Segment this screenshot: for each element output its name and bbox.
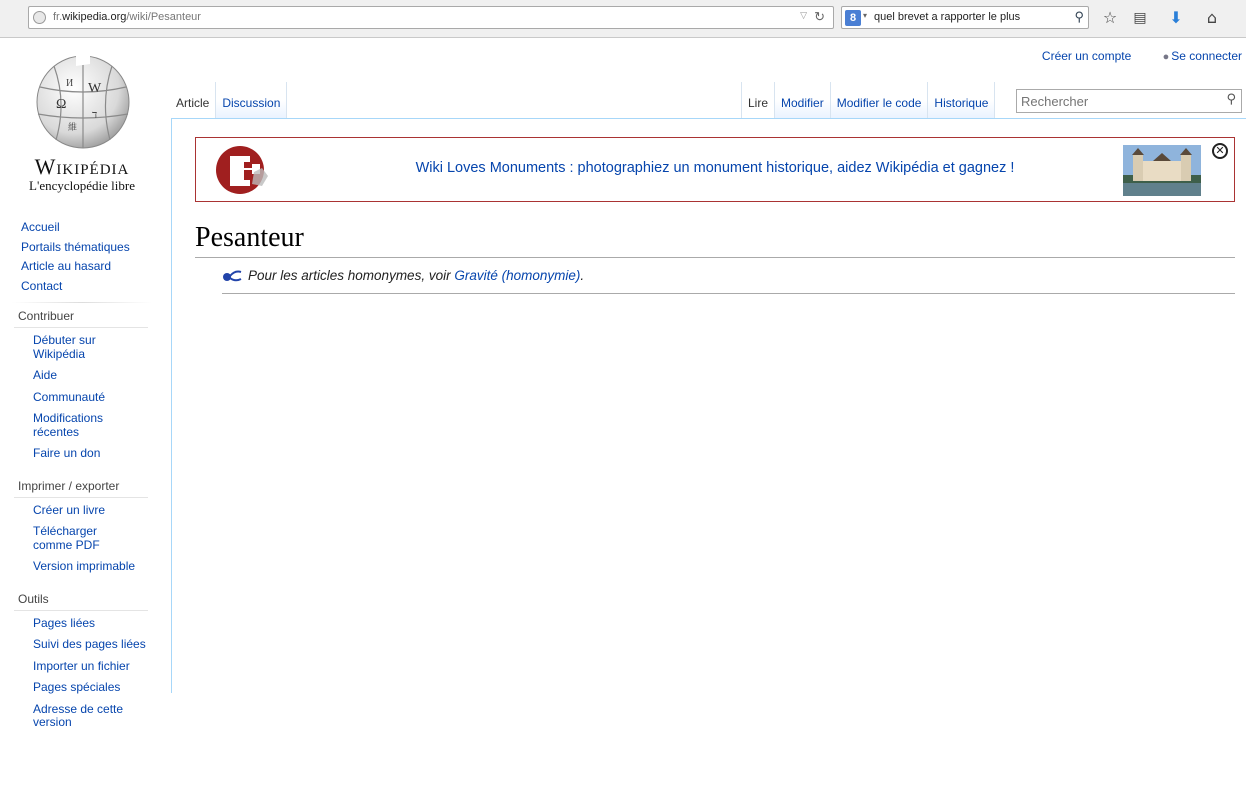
hatnote — [222, 268, 584, 283]
svg-text:И: И — [66, 78, 74, 89]
sidebar-item-portails[interactable]: Portails thématiques — [21, 239, 130, 254]
hatnote-link[interactable]: Gravité (homonymie) — [454, 268, 581, 283]
search-engine-dropdown-icon[interactable]: ▾ — [863, 11, 868, 20]
sidebar-item-pages-liees[interactable]: Pages liées — [33, 615, 96, 630]
banner-link[interactable]: Wiki Loves Monuments : photographiez un monument historique, aidez Wikipédia et gagnez ! — [415, 160, 1015, 176]
wikipedia-tagline: L'encyclopédie libre — [29, 178, 135, 193]
globe-icon — [33, 11, 46, 24]
sidebar-heading: Imprimer / exporter — [18, 478, 120, 493]
sidebar-heading: Outils — [18, 591, 49, 606]
sidebar-item-adresse[interactable]: Adresse de cette version — [33, 701, 124, 729]
bookmark-star-icon[interactable]: ☆ — [1102, 8, 1118, 27]
tab-discussion[interactable]: Discussion — [216, 82, 287, 118]
download-icon[interactable]: ⬇ — [1169, 8, 1183, 27]
sidebar-item-modifications[interactable]: Modifications récentes — [33, 411, 104, 439]
svg-text:W: W — [88, 81, 102, 96]
browser-search-bar[interactable] — [841, 6, 1089, 29]
wiki-search-input[interactable] — [1017, 90, 1217, 112]
login-link[interactable]: Se connecter — [1171, 49, 1242, 63]
main-content — [171, 118, 1246, 693]
search-icon[interactable]: ⚲ — [1074, 9, 1084, 24]
sidebar-item-livre[interactable]: Créer un livre — [33, 502, 106, 517]
castle-photo[interactable] — [1123, 145, 1201, 196]
sidebar-section-contribuer[interactable] — [14, 303, 148, 328]
create-account-link[interactable]: Créer un compte — [1041, 49, 1132, 63]
browser-search-text[interactable]: quel brevet a rapporter le plus — [874, 11, 1021, 23]
svg-text:Ω: Ω — [56, 97, 67, 112]
hatnote-text: Pour les articles homonymes, voir — [248, 268, 455, 283]
sidebar-item-pdf[interactable]: Télécharger comme PDF — [33, 524, 100, 552]
home-icon[interactable]: ⌂ — [1206, 8, 1218, 27]
divider — [222, 293, 1235, 294]
reload-icon[interactable]: ↻ — [814, 9, 825, 24]
browser-toolbar — [0, 0, 1246, 38]
wikipedia-logo[interactable] — [0, 44, 170, 204]
tab-lire[interactable]: Lire — [741, 82, 775, 118]
wiki-search-box — [1016, 89, 1242, 113]
svg-text:ד: ד — [92, 109, 98, 121]
address-bar[interactable] — [28, 6, 834, 29]
sidebar-item-accueil[interactable]: Accueil — [21, 220, 60, 234]
sidebar-item-speciales[interactable]: Pages spéciales — [33, 680, 121, 694]
view-tabs — [741, 82, 995, 118]
sidebar-item-debuter[interactable]: Débuter sur Wikipédia — [33, 333, 96, 361]
namespace-tabs — [170, 82, 287, 118]
sidebar-item-hasard[interactable]: Article au hasard — [21, 259, 112, 273]
site-notice-banner — [195, 137, 1235, 202]
user-icon: ● — [1162, 51, 1170, 63]
sidebar-item-imprimable[interactable]: Version imprimable — [33, 559, 136, 573]
search-icon[interactable]: ⚲ — [1226, 92, 1236, 107]
sidebar-item-aide[interactable]: Aide — [33, 368, 58, 382]
sidebar-heading: Contribuer — [18, 309, 75, 323]
close-icon[interactable]: ✕ — [1212, 143, 1228, 159]
sidebar-item-contact[interactable]: Contact — [21, 278, 63, 293]
hatnote-suffix: . — [580, 268, 585, 283]
wikipedia-wordmark: Wikipédia — [34, 154, 130, 179]
sidebar-item-communaute[interactable]: Communauté — [33, 389, 106, 404]
tab-article[interactable]: Article — [170, 82, 216, 118]
personal-tools — [1042, 49, 1242, 63]
google-icon[interactable]: 8 — [845, 10, 861, 26]
url-dropdown-icon[interactable]: ▽ — [800, 10, 807, 20]
bookmarks-list-icon[interactable]: ▤ — [1133, 10, 1147, 26]
puzzle-globe-icon — [32, 52, 134, 152]
svg-text:維: 維 — [68, 122, 78, 132]
sidebar — [0, 218, 170, 732]
sidebar-section-outils[interactable] — [14, 586, 148, 611]
tab-historique[interactable]: Historique — [928, 82, 995, 118]
sidebar-item-suivi[interactable]: Suivi des pages liées — [33, 637, 146, 651]
page-title: Pesanteur — [195, 221, 1235, 258]
tab-modifier[interactable]: Modifier — [775, 82, 831, 118]
sidebar-section-imprimer[interactable] — [14, 473, 148, 498]
sidebar-item-don[interactable]: Faire un don — [33, 446, 101, 460]
sidebar-item-importer[interactable]: Importer un fichier — [33, 658, 130, 673]
url-text: fr.wikipedia.org/wiki/Pesanteur — [53, 11, 201, 23]
disambiguation-icon — [222, 270, 242, 282]
tab-modifier-code[interactable]: Modifier le code — [831, 82, 929, 118]
